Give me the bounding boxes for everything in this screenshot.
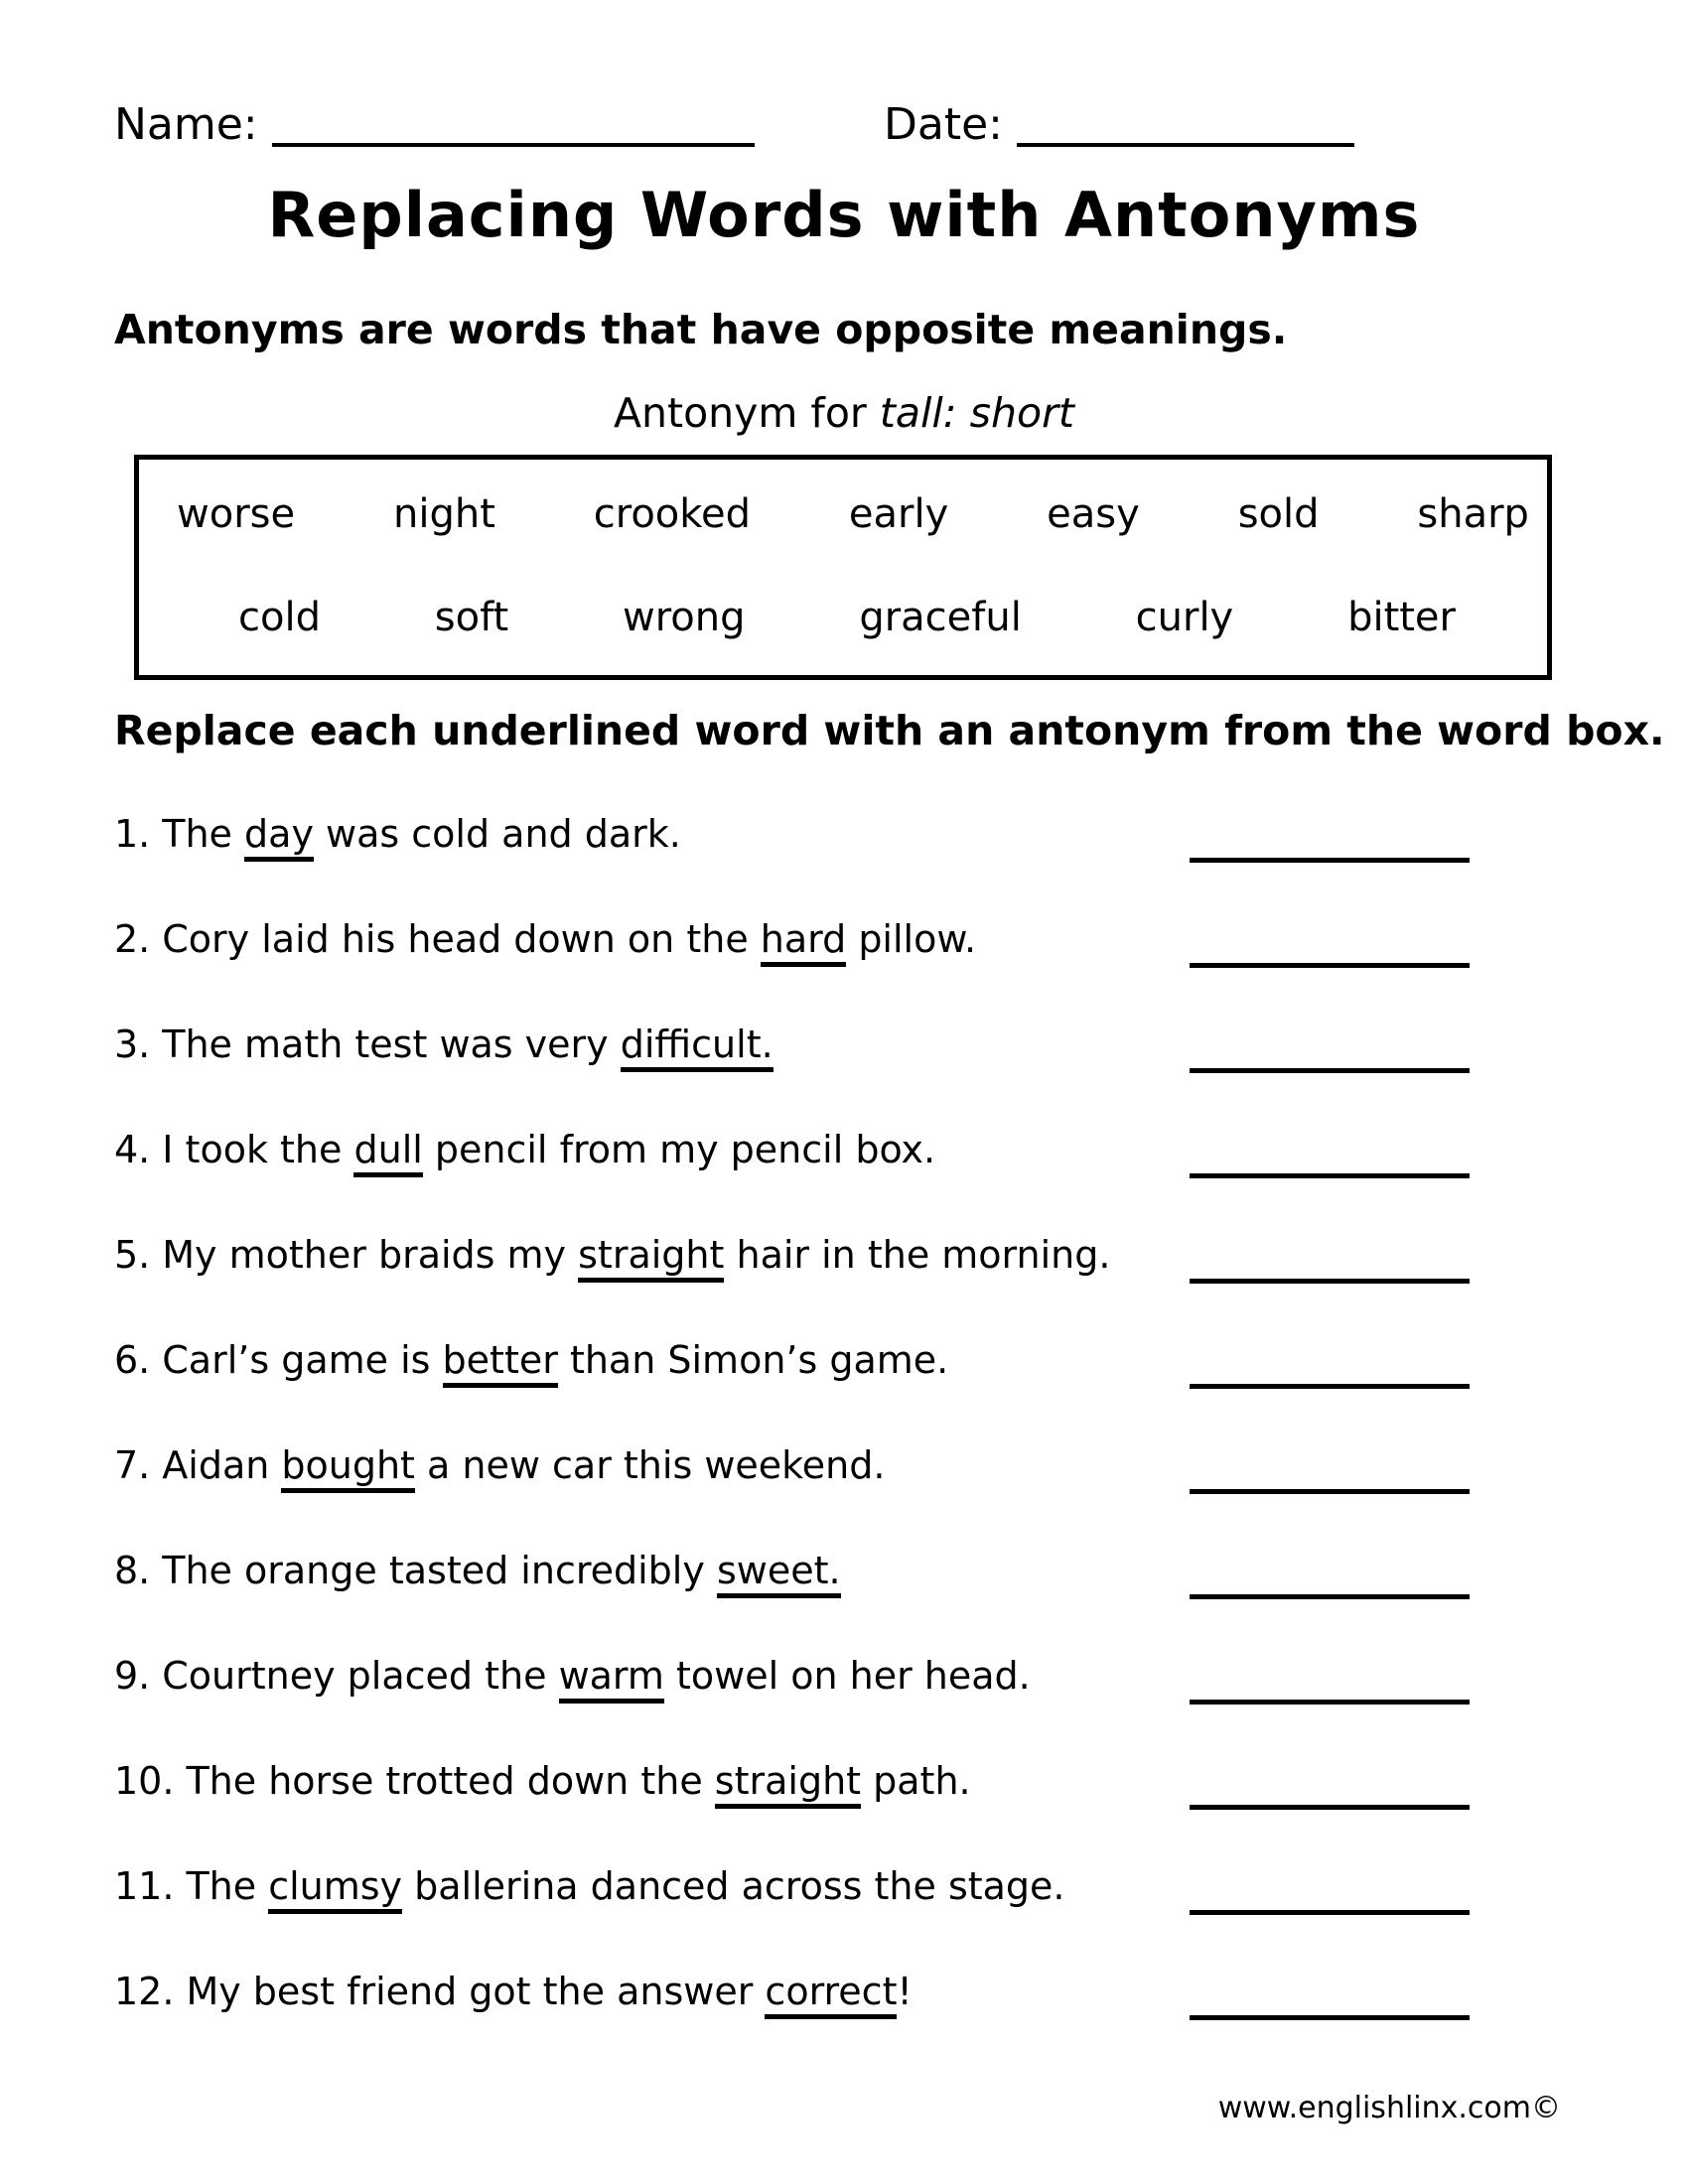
sentence-number: 7. (114, 1443, 151, 1487)
intro-text: Antonyms are words that have opposite meanings. (114, 306, 1288, 353)
sentence-text (114, 1970, 913, 2013)
sentence-row-10 (114, 1759, 1470, 1864)
answer-blank[interactable] (1190, 1489, 1470, 1494)
sentence-row-2 (114, 917, 1470, 1023)
word-box-word: crooked (593, 491, 752, 537)
sentence-number: 9. (114, 1654, 151, 1698)
instructions-text: Replace each underlined word with an antonym from the word box. (114, 707, 1665, 754)
sentence-row-7 (114, 1443, 1470, 1549)
sentence-text (114, 1549, 841, 1592)
sentence-pre: I took the (162, 1128, 354, 1171)
underlined-word: bought (281, 1443, 415, 1493)
sentence-post: was cold and dark. (313, 812, 681, 856)
sentence-pre: My best friend got the answer (186, 1970, 766, 2013)
sentence-text (114, 1443, 885, 1487)
sentence-number: 2. (114, 917, 151, 961)
sentence-pre: The (162, 812, 245, 856)
word-box-row-1 (177, 491, 1529, 537)
word-box-word: soft (434, 595, 509, 640)
sentence-number: 4. (114, 1128, 151, 1171)
word-box-word: worse (177, 491, 296, 537)
underlined-word: hard (761, 917, 846, 967)
answer-blank[interactable] (1190, 1594, 1470, 1599)
sentence-post: ballerina danced across the stage. (402, 1864, 1065, 1908)
answer-blank[interactable] (1190, 1279, 1470, 1284)
answer-blank[interactable] (1190, 858, 1470, 863)
sentence-text (114, 1654, 1031, 1698)
sentence-row-4 (114, 1128, 1470, 1233)
sentence-text (114, 1338, 948, 1382)
name-field-group (114, 99, 755, 150)
name-blank-line[interactable] (272, 143, 755, 147)
sentence-pre: Courtney placed the (162, 1654, 559, 1698)
answer-blank[interactable] (1190, 963, 1470, 968)
sentence-pre: The (186, 1864, 269, 1908)
sentence-row-12 (114, 1970, 1470, 2075)
sentence-text (114, 1128, 935, 1171)
answer-blank[interactable] (1190, 1384, 1470, 1389)
sentence-post: than Simon’s game. (557, 1338, 949, 1382)
sentence-row-5 (114, 1233, 1470, 1338)
sentence-pre: The math test was very (162, 1023, 621, 1066)
word-box-word: sold (1237, 491, 1320, 537)
sentence-number: 10. (114, 1759, 175, 1803)
sentence-text (114, 1233, 1110, 1277)
sentence-text (114, 1023, 774, 1066)
underlined-word: difficult. (621, 1023, 774, 1072)
underlined-word: correct (765, 1970, 897, 2019)
sentence-text (114, 1759, 971, 1803)
word-box-word: easy (1047, 491, 1140, 537)
sentence-row-8 (114, 1549, 1470, 1654)
sentence-number: 3. (114, 1023, 151, 1066)
sentence-pre: My mother braids my (162, 1233, 579, 1277)
sentence-row-11 (114, 1864, 1470, 1970)
sentence-number: 5. (114, 1233, 151, 1277)
word-box-row-2 (238, 595, 1456, 640)
sentence-pre: Aidan (162, 1443, 282, 1487)
word-box-word: night (392, 491, 495, 537)
underlined-word: sweet. (717, 1549, 841, 1598)
sentence-text (114, 917, 976, 961)
answer-blank[interactable] (1190, 1700, 1470, 1705)
word-box-word: graceful (859, 595, 1022, 640)
answer-blank[interactable] (1190, 1173, 1470, 1178)
sentence-pre: Carl’s game is (162, 1338, 443, 1382)
sentence-text (114, 812, 681, 856)
sentence-row-9 (114, 1654, 1470, 1759)
header-row (114, 99, 1574, 159)
sentence-row-6 (114, 1338, 1470, 1443)
answer-blank[interactable] (1190, 2015, 1470, 2020)
name-label: Name: (114, 99, 258, 150)
website-credit: www.englishlinx.com© (1217, 2091, 1561, 2125)
underlined-word: dull (353, 1128, 422, 1177)
underlined-word: straight (715, 1759, 861, 1809)
word-box-word: curly (1135, 595, 1234, 640)
example-prefix: Antonym for (613, 389, 880, 437)
word-box-word: wrong (623, 595, 746, 640)
sentence-post: ! (897, 1970, 913, 2013)
date-label: Date: (884, 99, 1003, 150)
underlined-word: better (443, 1338, 558, 1388)
sentence-text (114, 1864, 1065, 1908)
sentence-post: path. (861, 1759, 971, 1803)
word-box (134, 455, 1552, 680)
answer-blank[interactable] (1190, 1910, 1470, 1915)
word-box-word: cold (238, 595, 321, 640)
sentence-pre: Cory laid his head down on the (162, 917, 761, 961)
word-box-word: bitter (1347, 595, 1456, 640)
sentence-post: hair in the morning. (724, 1233, 1111, 1277)
underlined-word: clumsy (268, 1864, 402, 1914)
example-line (0, 389, 1688, 437)
sentence-pre: The horse trotted down the (186, 1759, 715, 1803)
date-blank-line[interactable] (1017, 143, 1354, 147)
sentence-post: pillow. (846, 917, 977, 961)
example-italic: tall: short (879, 389, 1075, 437)
sentence-row-1 (114, 812, 1470, 917)
sentence-number: 1. (114, 812, 151, 856)
sentence-number: 8. (114, 1549, 151, 1592)
answer-blank[interactable] (1190, 1068, 1470, 1073)
sentence-pre: The orange tasted incredibly (162, 1549, 717, 1592)
underlined-word: day (244, 812, 314, 862)
sentence-number: 11. (114, 1864, 175, 1908)
answer-blank[interactable] (1190, 1805, 1470, 1810)
page-title: Replacing Words with Antonyms (267, 179, 1421, 251)
sentence-post: pencil from my pencil box. (422, 1128, 936, 1171)
sentence-post: towel on her head. (663, 1654, 1031, 1698)
date-field-group (884, 99, 1354, 150)
word-box-word: sharp (1417, 491, 1529, 537)
word-box-word: early (848, 491, 949, 537)
sentence-list (114, 812, 1470, 2075)
sentence-row-3 (114, 1023, 1470, 1128)
underlined-word: warm (559, 1654, 664, 1704)
sentence-number: 6. (114, 1338, 151, 1382)
sentence-post: a new car this weekend. (414, 1443, 886, 1487)
underlined-word: straight (578, 1233, 724, 1283)
sentence-number: 12. (114, 1970, 175, 2013)
